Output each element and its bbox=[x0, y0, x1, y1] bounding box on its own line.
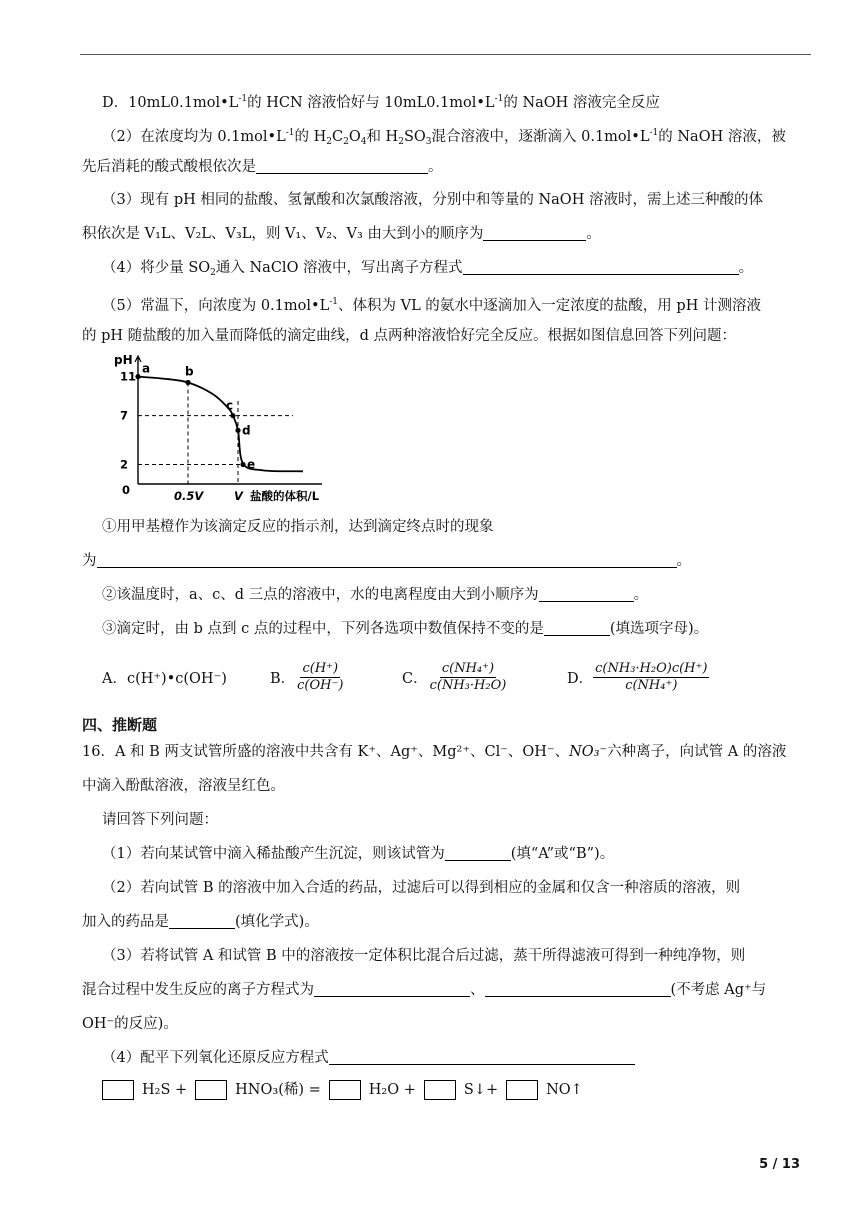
point-label-c: c bbox=[226, 398, 234, 413]
q16-part3-line3: OH⁻的反应)。 bbox=[82, 1016, 178, 1032]
q16-intro-line2: 中滴入酚酞溶液，溶液呈红色。 bbox=[82, 778, 285, 794]
q16-part2-line2: 加入的药品是 (填化学式)。 bbox=[82, 914, 319, 930]
y-axis-label: pH bbox=[114, 353, 133, 367]
q15-sub2: ②该温度时，a、c、d 三点的溶液中，水的电离程度由大到小顺序为 。 bbox=[102, 587, 649, 603]
option-a: A．c(H⁺)•c(OH⁻) bbox=[102, 671, 227, 687]
y-tick-label: 11 bbox=[120, 369, 137, 384]
point-label-a: a bbox=[142, 361, 151, 376]
q15-part2-line2: 先后消耗的酸式酸根依次是 。 bbox=[82, 159, 443, 175]
answer-blank[interactable] bbox=[314, 980, 470, 997]
point-label-b: b bbox=[185, 364, 194, 379]
y-tick-label: 7 bbox=[120, 408, 129, 423]
q15-part5-line2: 的 pH 随盐酸的加入量而降低的滴定曲线，d 点两种溶液恰好完全反应。根据如图信息回答下列问题： bbox=[82, 328, 737, 344]
answer-blank[interactable] bbox=[329, 1048, 635, 1065]
q15-part4: （4）将少量 $SO_2$通入 NaClO 溶液中，写出离子方程式 。 bbox=[102, 260, 754, 278]
x-axis-label: 盐酸的体积/L bbox=[250, 489, 320, 503]
option-c: C． $\frac{\text{c(NH₄⁺)}}{\text{c(NH₃·H₂O)}}$ bbox=[402, 661, 507, 693]
point-label-d: d bbox=[242, 423, 251, 438]
option-b: B． $\frac{c(H^+)}{c(OH^-)}$ bbox=[270, 661, 344, 693]
coefficient-box[interactable] bbox=[424, 1080, 456, 1100]
section-title: 四、推断题 bbox=[82, 716, 158, 734]
x-tick-label: 0 bbox=[122, 483, 131, 497]
titration-curve bbox=[138, 377, 303, 472]
point-d bbox=[235, 428, 240, 433]
q16-ask: 请回答下列问题： bbox=[102, 812, 218, 828]
answer-blank[interactable] bbox=[539, 585, 634, 602]
point-c bbox=[230, 413, 235, 418]
q15-sub1-line1: ①用甲基橙作为该滴定反应的指示剂，达到滴定终点时的现象 bbox=[102, 519, 494, 535]
coefficient-box[interactable] bbox=[195, 1080, 227, 1100]
q15-part2-line1: （2）在浓度均为 $0.1mol•L^{-1}$的 $H_2C_2O_4$和 $H_2SO_3$混合溶液中，逐渐滴入 $0.1mol•L^{-1}$的 NaOH 溶液，被 bbox=[102, 128, 786, 147]
answer-blank[interactable] bbox=[169, 912, 235, 929]
q16-intro-line1: 16．A 和 B 两支试管所盛的溶液中共含有 K⁺、Ag⁺、Mg²⁺、Cl⁻、OH⁻、NO₃⁻六种离子，向试管 A 的溶液 bbox=[82, 744, 787, 760]
q15-sub3: ③滴定时，由 b 点到 c 点的过程中，下列各选项中数值保持不变的是 (填选项字母)。 bbox=[102, 621, 709, 637]
option-d: D． $\frac{\text{c(NH₃·H₂O)c(H⁺)}}{\text{c(NH₄⁺)}}$ bbox=[567, 661, 708, 693]
coefficient-box[interactable] bbox=[329, 1080, 361, 1100]
answer-blank[interactable] bbox=[544, 619, 610, 636]
point-e bbox=[240, 462, 245, 467]
q16-part3-line1: （3）若将试管 A 和试管 B 中的溶液按一定体积比混合后过滤，蒸干所得滤液可得到一种纯净物，则 bbox=[102, 948, 746, 964]
x-tick-label: V bbox=[234, 489, 243, 503]
q15-option-d: D．$10mL0.1mol•L^{-1}$的 HCN 溶液恰好与 $10mL0.1mol•L^{-1}$的 NaOH 溶液完全反应 bbox=[102, 94, 660, 111]
answer-blank[interactable] bbox=[256, 157, 428, 174]
answer-blank[interactable] bbox=[483, 224, 586, 241]
point-b bbox=[185, 380, 190, 385]
answer-blank[interactable] bbox=[97, 551, 677, 568]
titration-curve-chart bbox=[110, 352, 325, 504]
page-number: 5 / 13 bbox=[759, 1157, 800, 1172]
answer-blank[interactable] bbox=[445, 844, 511, 861]
x-tick-label: 0.5V bbox=[174, 489, 204, 503]
q15-part3-line2: 积依次是 V₁L、V₂L、V₃L，则 V₁、V₂、V₃ 由大到小的顺序为 。 bbox=[82, 226, 601, 242]
header-rule bbox=[80, 54, 811, 55]
answer-blank[interactable] bbox=[463, 258, 739, 275]
coefficient-box[interactable] bbox=[102, 1080, 134, 1100]
q16-part4: （4）配平下列氧化还原反应方程式 bbox=[102, 1048, 635, 1068]
point-label-e: e bbox=[247, 457, 256, 472]
q16-part1: （1）若向某试管中滴入稀盐酸产生沉淀，则该试管为 (填“A”或“B”)。 bbox=[102, 846, 615, 862]
coefficient-box[interactable] bbox=[506, 1080, 538, 1100]
q16-part3-line2: 混合过程中发生反应的离子方程式为 、 (不考虑 Ag⁺与 bbox=[82, 982, 767, 998]
q15-sub1-line2: 为 。 bbox=[82, 553, 691, 569]
q15-part5-line1: （5）常温下，向浓度为 $0.1mol•L^{-1}$、体积为 VL 的氨水中逐滴加入一定浓度的盐酸，用 pH 计测溶液 bbox=[102, 297, 761, 314]
point-a bbox=[135, 374, 140, 379]
y-tick-label: 2 bbox=[120, 457, 129, 472]
q15-part3-line1: （3）现有 pH 相同的盐酸、氢氰酸和次氯酸溶液，分别中和等量的 NaOH 溶液时，需上述三种酸的体 bbox=[102, 192, 763, 208]
q16-part2-line1: （2）若向试管 B 的溶液中加入合适的药品，过滤后可以得到相应的金属和仅含一种溶质的溶液，则 bbox=[102, 880, 741, 896]
equation-balance-row: H₂S + HNO₃(稀) = H₂O + S↓+ NO↑ bbox=[102, 1080, 583, 1100]
answer-blank[interactable] bbox=[485, 980, 671, 997]
